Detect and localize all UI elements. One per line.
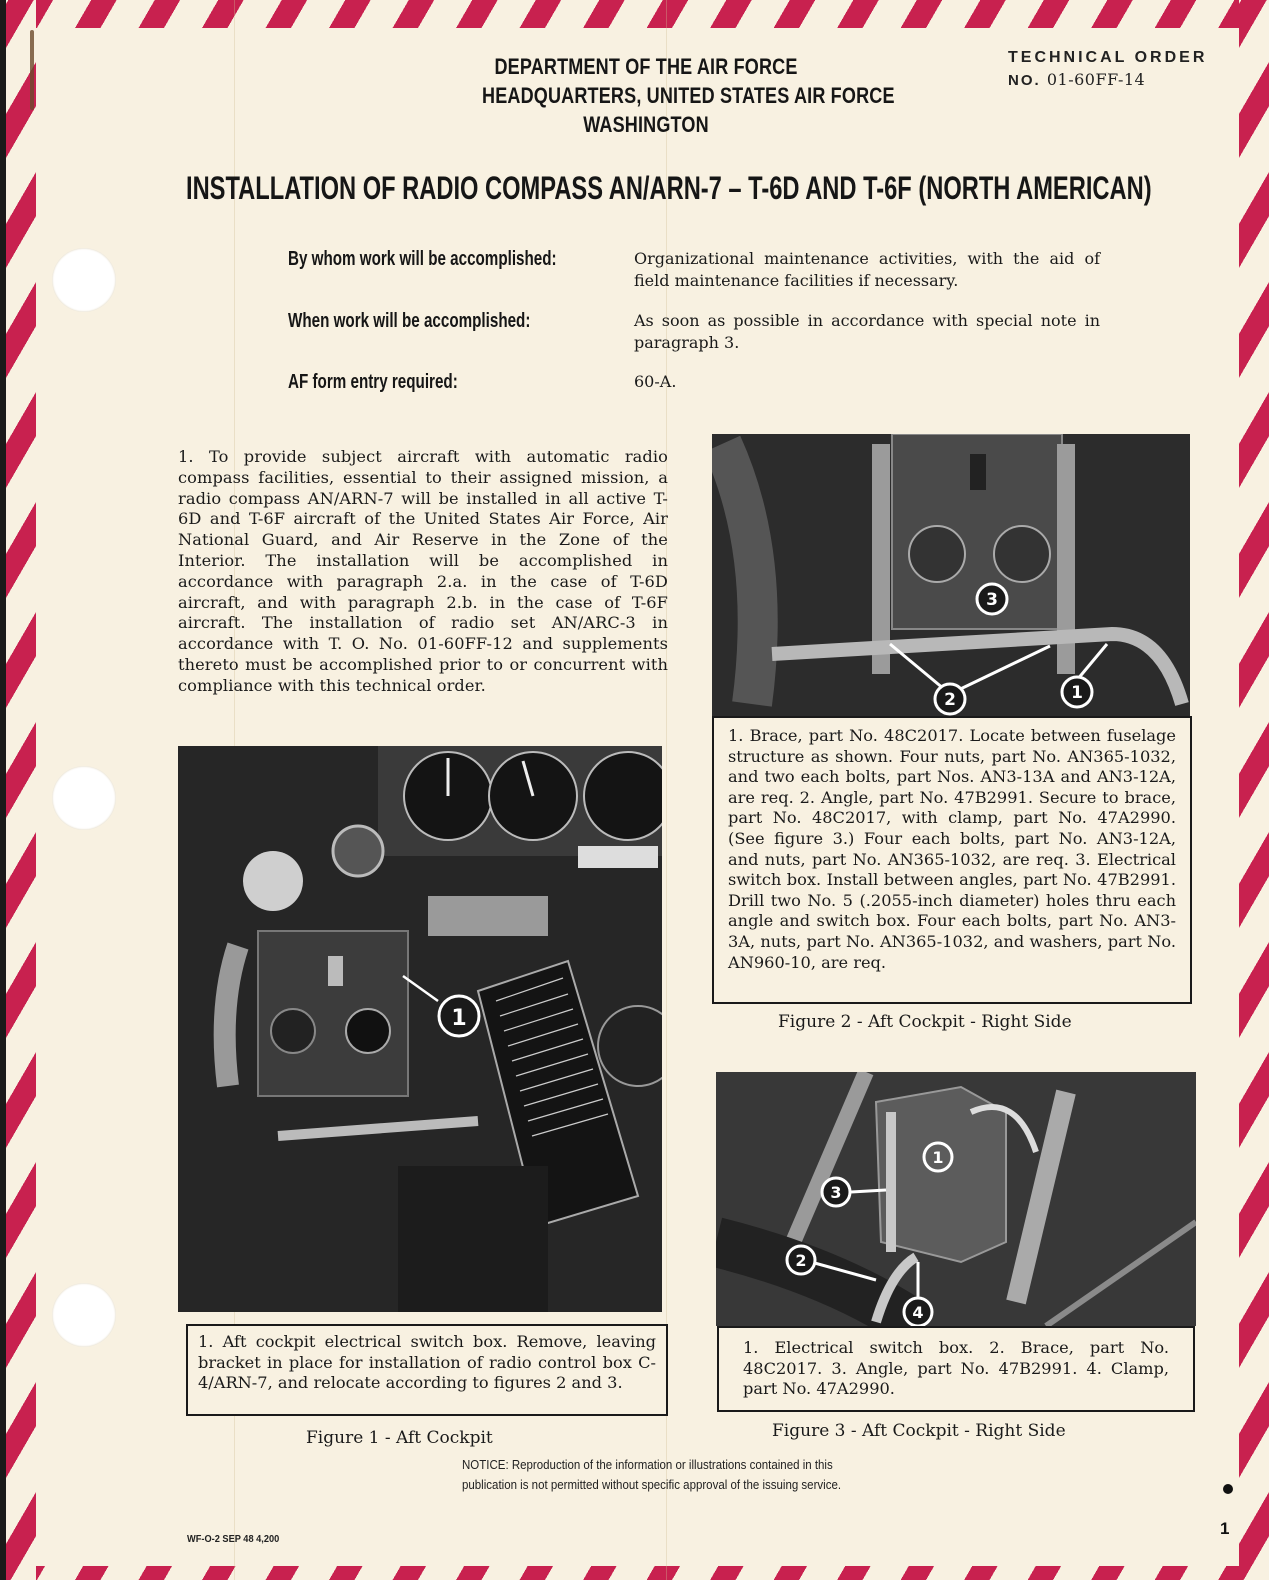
document-title: INSTALLATION OF RADIO COMPASS AN/ARN-7 – T-6D AND T-6F (NORTH AMERICAN) [186,170,1152,206]
meta-label: When work will be accomplished: [288,310,531,332]
figure-2-photo [712,434,1190,716]
border-stripe-right [1239,0,1269,1580]
reproduction-notice: NOTICE: Reproduction of the information or illustrations contained in this publication is not permitted without specific approval of the issuing service. [462,1458,842,1492]
figure-2-caption: Figure 2 - Aft Cockpit - Right Side [778,1012,1072,1032]
technical-order-prefix: NO. [1008,72,1041,89]
border-stripe-left [6,0,36,1580]
meta-label: AF form entry required: [288,371,458,393]
meta-value: 60-A. [634,372,677,391]
figure-3-photo [716,1072,1196,1326]
switch-box-side-photo-illustration [716,1072,1196,1326]
callout-2: 2 [944,690,956,710]
city-line: WASHINGTON [583,112,709,137]
switch-box-photo-illustration [712,434,1190,716]
document-page [6,0,1269,1580]
ink-dot [1223,1484,1233,1494]
figure-1-photo [178,746,662,1312]
punch-hole [52,766,116,830]
headquarters-line: HEADQUARTERS, UNITED STATES AIR FORCE [482,83,895,108]
figure-1-legend: 1. Aft cockpit electrical switch box. Remove, leaving bracket in place for installation of radio control box C-4/ARN-7, and relocate according to figures 2 and 3. [186,1324,668,1416]
meta-value: As soon as possible in accordance with special note in paragraph 3. [634,311,1100,352]
punch-hole [52,248,116,312]
page-number: 1 [1220,1519,1230,1538]
figure-3-legend: 1. Electrical switch box. 2. Brace, part No. 48C2017. 3. Angle, part No. 47B2991. 4. Clamp, part No. 47A2990. [717,1326,1195,1412]
meta-label: By whom work will be accomplished: [288,248,557,270]
technical-order-block [1008,49,1207,89]
technical-order-number-line [1008,70,1207,89]
callout-3: 3 [830,1183,842,1202]
department-header [446,52,895,139]
meta-value: Organizational maintenance activities, with the aid of field maintenance facilities if necessary. [634,249,1100,290]
staple-mark [30,30,34,110]
border-stripe-bottom [6,1566,1269,1580]
department-line: DEPARTMENT OF THE AIR FORCE [494,54,798,79]
print-code: WF-O-2 SEP 48 4,200 [187,1533,280,1545]
figure-3-caption: Figure 3 - Aft Cockpit - Right Side [772,1421,1066,1441]
figure-2-legend: 1. Brace, part No. 48C2017. Locate between fuselage structure as shown. Four nuts, part No. AN365-1032, and two each bolts, part Nos. AN3-13A and AN3-12A, are req. 2. Angle, part No. 47B2991. Secure to brace, part No. 48C2017, with clamp, part No. 47A2990. (See figure 3.) Four each bolts, part No. AN3-12A, and nuts, part No. AN365-1032, are req. 3. Electrical switch box. Install between angles, part No. 47B2991. Drill two No. 5 (.2055-inch diameter) holes thru each angle and switch box. Four each bolts, part No. AN3-3A, nuts, part No. AN365-1032, and washers, part No. AN960-10, are req. [712,716,1192,1004]
callout-4: 4 [912,1303,924,1322]
callout-2: 2 [795,1251,807,1270]
callout-3: 3 [986,590,998,610]
border-stripe-top [6,0,1269,28]
paragraph-1: 1. To provide subject aircraft with automatic radio compass facilities, essential to their assigned mission, a radio compass AN/ARN-7 will be installed in all active T-6D and T-6F aircraft of the United States Air Force, Air National Guard, and Air Reserve in the Zone of the Interior. The installation will be accomplished in accordance with paragraph 2.a. in the case of T-6D aircraft, and with paragraph 2.b. in the case of T-6F aircraft. The installation of radio set AN/ARC-3 in accordance with T. O. No. 01-60FF-12 and supplements thereto must be accomplished prior to or concurrent with compliance with this technical order. [178,447,668,695]
technical-order-number: 01-60FF-14 [1046,70,1146,89]
punch-hole [52,1283,116,1347]
callout-1: 1 [932,1148,944,1167]
callout-1: 1 [451,1006,467,1031]
figure-1-caption: Figure 1 - Aft Cockpit [306,1428,493,1448]
technical-order-label: TECHNICAL ORDER [1008,49,1208,66]
callout-1: 1 [1071,683,1083,703]
cockpit-photo-illustration [178,746,662,1312]
